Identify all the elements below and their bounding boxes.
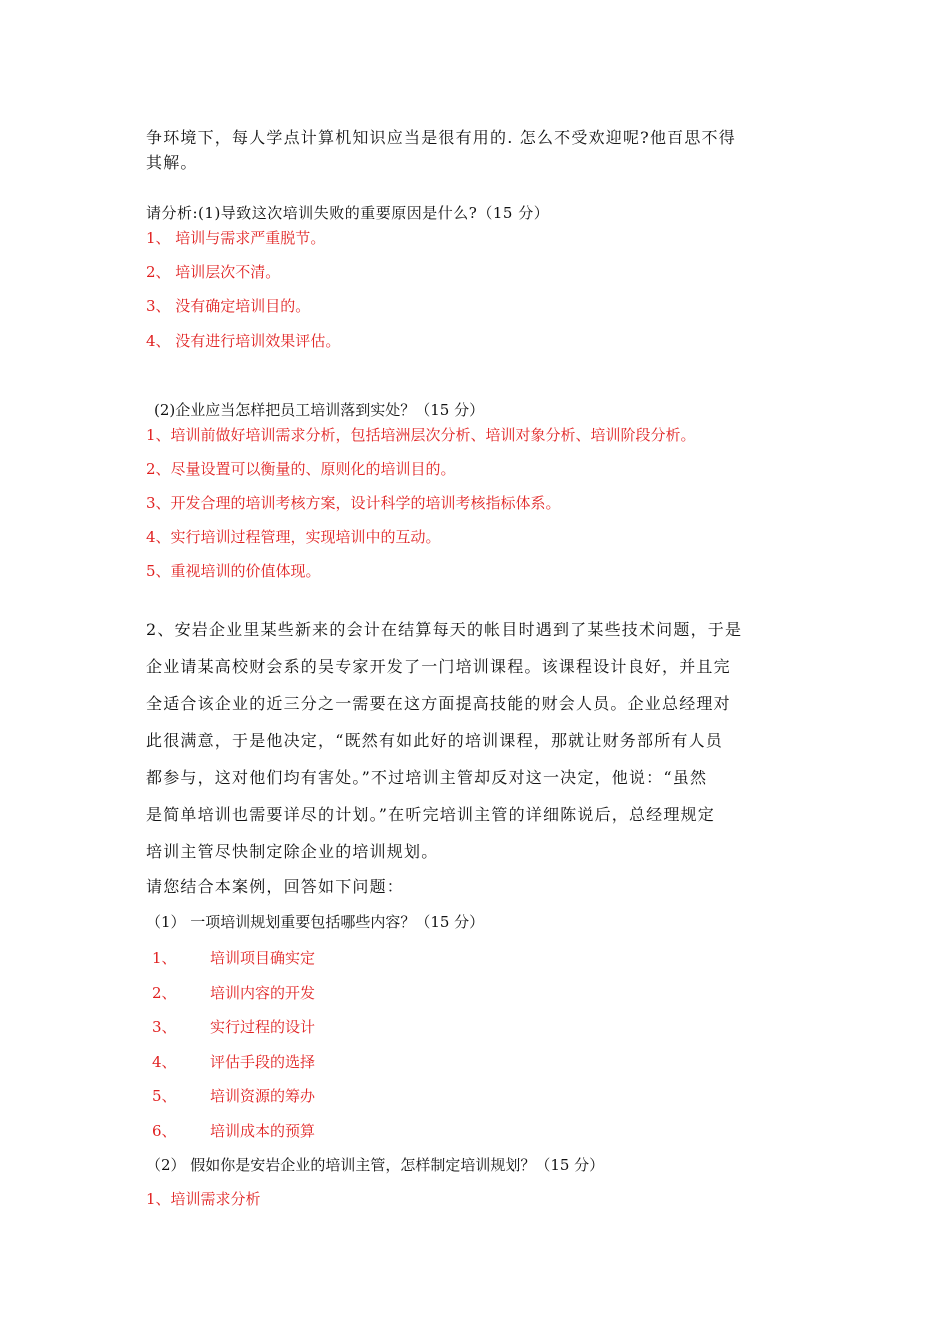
answer-2-3: 3、开发合理的培训考核方案，设计科学的培训考核指标体系。 [146,494,561,512]
answer-4-1: 1、培训需求分析 [146,1190,261,1208]
case-line-2: 企业请某高校财会系的吴专家开发了一门培训课程。该课程设计良好，并且完 [146,657,731,676]
answer-2-1: 1、培训前做好培训需求分析，包括培洲层次分析、培训对象分析、培训阶段分析。 [146,426,696,444]
answer-3-6 [152,1121,315,1141]
answer-3-1 [152,948,315,968]
answer-3-2-text: 培训内容的开发 [210,984,316,1002]
case-line-7: 培训主管尽快制定除企业的培训规划。 [146,842,439,861]
answer-3-1-text: 培训项目确实定 [210,949,316,967]
answer-3-6-num: 6、 [152,1122,177,1140]
answer-3-6-text: 培训成本的预算 [210,1122,316,1140]
answer-2-4: 4、实行培训过程管理，实现培训中的互动。 [146,528,441,546]
answer-3-2-num: 2、 [152,984,177,1002]
answer-2-5: 5、重视培训的价值体现。 [146,562,321,580]
case-line-3: 全适合该企业的近三分之一需要在这方面提高技能的财会人员。企业总经理对 [146,694,731,713]
question-2: (2)企业应当怎样把员工培训落到实处？（15 分） [154,401,485,419]
prompt-line: 请您结合本案例，回答如下问题： [146,877,405,896]
intro-line-2: 其解。 [146,153,198,172]
question-4: （2） 假如你是安岩企业的培训主管，怎样制定培训规划？（15 分） [146,1156,605,1174]
answer-3-4 [152,1052,315,1072]
answer-2-2: 2、尽量设置可以衡量的、原则化的培训目的。 [146,460,456,478]
answer-1-3: 3、 没有确定培训目的。 [146,297,311,315]
question-3: （1） 一项培训规划重要包括哪些内容？（15 分） [146,913,485,931]
case-line-6: 是简单培训也需要详尽的计划。”在听完培训主管的详细陈说后，总经理规定 [146,805,715,824]
answer-3-2 [152,983,315,1003]
intro-line-1: 争环境下，每人学点计算机知识应当是很有用的. 怎么不受欢迎呢?他百思不得 [146,128,736,147]
answer-3-5 [152,1086,315,1106]
answer-3-5-text: 培训资源的筹办 [210,1087,316,1105]
answer-3-3-text: 实行过程的设计 [210,1018,316,1036]
answer-1-4: 4、 没有进行培训效果评估。 [146,332,341,350]
answer-3-3 [152,1017,315,1037]
case-line-1: 2、安岩企业里某些新来的会计在结算每天的帐目时遇到了某些技术问题，于是 [146,620,743,639]
case-line-5: 都参与，这对他们均有害处。”不过培训主管却反对这一决定，他说：“虽然 [146,768,708,787]
answer-3-4-text: 评估手段的选择 [210,1053,316,1071]
question-1: 请分析:(1)导致这次培训失败的重要原因是什么?（15 分） [146,204,550,222]
answer-3-5-num: 5、 [152,1087,177,1105]
answer-1-2: 2、 培训层次不清。 [146,263,281,281]
answer-3-4-num: 4、 [152,1053,177,1071]
case-line-4: 此很满意，于是他决定，“既然有如此好的培训课程，那就让财务部所有人员 [146,731,723,750]
answer-1-1: 1、 培训与需求严重脱节。 [146,229,326,247]
answer-3-1-num: 1、 [152,949,177,967]
answer-3-3-num: 3、 [152,1018,177,1036]
